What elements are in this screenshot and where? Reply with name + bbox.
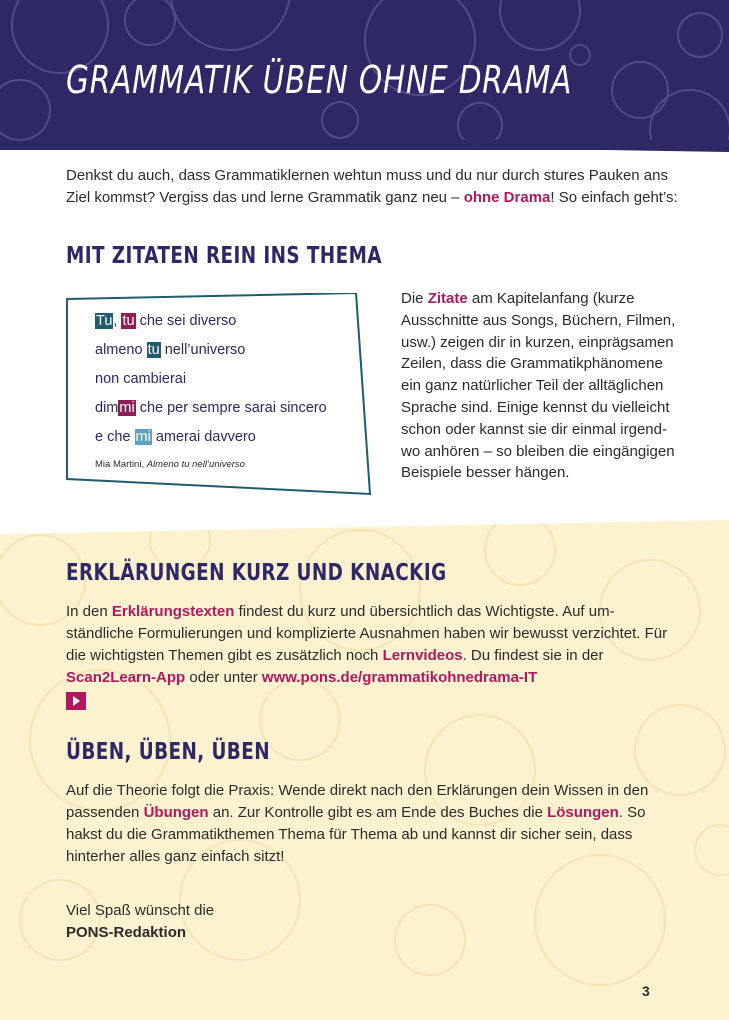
para-text: . So hakst du die Grammatikthemen Thema für Thema ab und kannst dir sicher sein, dass hinterher alles ganz einfach sitzt! <box>66 804 646 865</box>
quote-author: Mia Martini, <box>95 459 147 470</box>
quotes-explanation <box>401 288 681 484</box>
para-text: . Du findest sie in der <box>462 647 604 664</box>
quote-mark: Tu <box>96 313 113 329</box>
para-highlight: Lernvideos <box>382 647 463 664</box>
closing-signature <box>66 900 214 944</box>
intro-highlight: ohne Drama <box>463 189 551 206</box>
quote-line-3: non cambierai <box>95 371 187 387</box>
quote-line-4 <box>95 400 327 416</box>
page-title: GRAMMATIK ÜBEN OHNE DRAMA <box>66 58 573 102</box>
quote-text: nell’universo <box>160 342 246 358</box>
para-highlight: Übungen <box>143 804 209 821</box>
header-banner <box>0 0 729 150</box>
quote-mark: mi <box>135 429 151 445</box>
quote-text: , <box>113 313 122 329</box>
intro-text-end: ! So einfach geht’s: <box>550 189 678 206</box>
header-slant <box>0 140 729 152</box>
para-text: an. Zur Kontrolle gibt es am Ende des Buches die <box>208 804 548 821</box>
quote-mark: tu <box>147 342 160 358</box>
quote-line-1 <box>95 313 236 329</box>
closing-greeting: Viel Spaß wünscht die <box>66 902 215 919</box>
video-play-icon[interactable] <box>66 692 86 710</box>
cream-background <box>0 520 729 1020</box>
explanations-paragraph <box>66 601 676 689</box>
intro-paragraph <box>66 165 686 209</box>
section-heading-practice: ÜBEN, ÜBEN, ÜBEN <box>66 739 270 765</box>
para-highlight: Lösungen <box>547 804 619 821</box>
quote-line-2 <box>95 342 245 358</box>
section-heading-explanations: ERKLÄRUNGEN KURZ UND KNACKIG <box>66 560 447 586</box>
quote-song-title: Almeno tu nell’universo <box>146 459 245 470</box>
website-link[interactable]: www.pons.de/grammatikohnedrama-IT <box>261 669 538 686</box>
side-text: Die <box>401 290 428 307</box>
quote-text: che per sempre sarai sincero <box>135 400 327 416</box>
closing-sender: PONS-Redaktion <box>66 924 187 941</box>
side-text: am Kapitelanfang (kurze Ausschnitte aus Songs, Büchern, Filmen, usw.) zeigen dir in kurzen, einprägsamen Zeilen, dass die Grammatikphänomene ein ganz natürlicher Teil der alltäglichen Sprache sind. Einige kennst du vielleicht schon oder kannst sie dir einmal irgend-wo anhören – so bleiben die eingängigen Beispiele besser hängen. <box>401 290 676 482</box>
para-highlight: Erklärungstexten <box>111 603 235 620</box>
quote-text: almeno <box>95 342 147 358</box>
quote-source <box>95 459 245 470</box>
para-text: oder unter <box>185 669 262 686</box>
quote-mark: mi <box>119 400 135 416</box>
section-heading-quotes: MIT ZITATEN REIN INS THEMA <box>66 243 382 269</box>
bubble-decoration-light <box>0 520 729 1020</box>
practice-paragraph <box>66 780 676 868</box>
cream-slant <box>0 520 729 534</box>
quote-mark: tu <box>122 313 135 329</box>
intro-text: Denkst du auch, dass Grammatiklernen wehtun muss und du nur durch stures Pauken ans Ziel kommst? Vergiss das und lerne Grammatik ganz neu – <box>66 167 668 206</box>
quote-text: che sei diverso <box>135 313 237 329</box>
para-text: findest du kurz und übersichtlich das Wichtigste. Auf um-ständliche Formulierungen und komplizierte Ausnahmen haben wir bewusst verzichtet. Für die wichtigsten Themen gibt es zusätzlich noch <box>66 603 668 664</box>
para-text: Auf die Theorie folgt die Praxis: Wende direkt nach den Erklärungen dein Wissen in den passenden <box>66 782 649 821</box>
para-text: In den <box>66 603 112 620</box>
quote-text: dim <box>95 400 119 416</box>
app-name: Scan2Learn-App <box>66 669 186 686</box>
page-number: 3 <box>642 983 650 999</box>
quote-text: e che <box>95 429 135 445</box>
quote-box <box>66 293 371 493</box>
quote-line-5 <box>95 429 256 445</box>
side-highlight: Zitate <box>427 290 468 307</box>
quote-text: amerai davvero <box>151 429 256 445</box>
